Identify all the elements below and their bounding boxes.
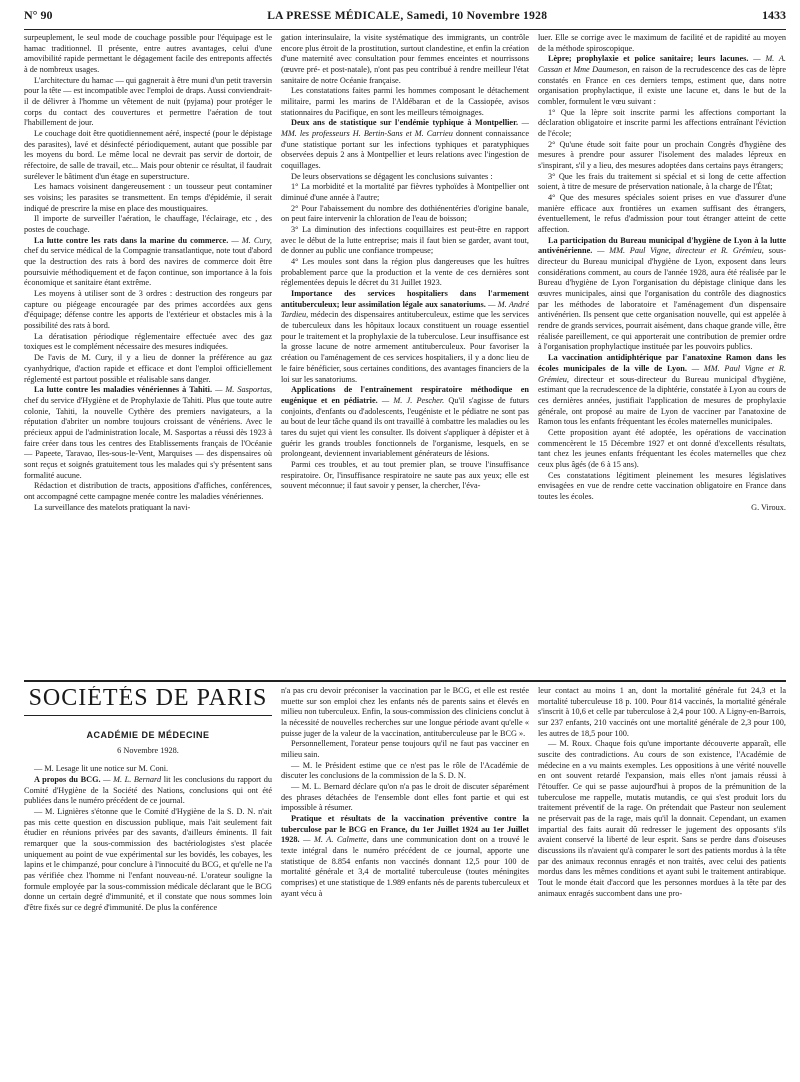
top-column-3 bbox=[538, 33, 786, 673]
section-divider bbox=[24, 680, 786, 682]
article-heading bbox=[281, 289, 529, 385]
article-author: — M. A. Calmette, bbox=[303, 835, 369, 845]
article-text: dans une communication dont on a trouvé le texte intégral dans le numéro précédent de ce journal, apporte une statistique de 8.854 enfants non vaccinés donnant 12,5 pour 100 de mortalité générale et 3,4 de mortalité tuberculeuse (toutes méningites comprises) et une statistique de 1.989 enfants nés de parents tuberculeux et ayant vécu à bbox=[281, 835, 529, 898]
article-title: Deux ans de statistique sur l'endémie typhique à Montpellier. bbox=[291, 118, 519, 128]
article-author: — M. A. Cassan et Mme Daumeson, bbox=[538, 54, 786, 75]
paragraph: — M. le Président estime que ce n'est pas le rôle de l'Académie de discuter les conclusions de la commission de la S. D. N. bbox=[281, 760, 529, 781]
paragraph: — M. Roux. Chaque fois qu'une importante découverte apparaît, elle suscite des contradictions. Au cours de son existence, l'Académie de médecine en a vu maints exemples. Les oppositions à une vérité nouvelle en ont souvent retardé l'expansion, mais elles n'ont jamais réussi à l'étouffer. Ce qui se passe aujourd'hui à propos de la prémunition de la tuberculose me rappelle, mutatis mutandis, ce qui s'est produit lors du traitement préventif de la rage. On prétendait que Pasteur non seulement ne préservait pas de la rage, mais qu'il la donnait. Cependant, un examen impartial des faits aurait dû redresser le jugement des opposants s'ils avaient conservé la liberté de leur esprit. Sans se perdre dans d'oiseuses discussions ils n'avaient qu'à comparer le sort des patients mordus à la tête par des animaux reconnus enragés et non traités, avec celui des patients mordus dans les mêmes conditions et ayant subi le traitement antirabique. Tout le monde était d'accord que les personnes mordues à la tête par des animaux enragés succombent dans une pro- bbox=[538, 739, 786, 898]
paragraph: Personnellement, l'orateur pense toujours qu'il ne faut pas vacciner en milieu sain. bbox=[281, 739, 529, 760]
bottom-column-2 bbox=[281, 686, 529, 1074]
paragraph: 1° La morbidité et la mortalité par fièvres typhoïdes à Montpellier ont diminué d'une année à l'autre; bbox=[281, 182, 529, 203]
bottom-columns bbox=[24, 686, 786, 1076]
article-author: — M. Sasportas, bbox=[215, 385, 272, 395]
article-text: médecin des dispensaires antituberculeux, estime que les services de tuberculeux dans les hôpitaux locaux constituent un rouage essentiel pour le traitement et la prophylaxie de la tuberculose. Leur insuffisance est la grosse lacune de notre armement antituberculeux. Pour favoriser la création ou l'aménagement de ces services hospitaliers, il y a donc lieu de le faire bénéficier, sous certaines conditions, des avantages financiers de la loi sur les sanatoriums. bbox=[281, 310, 529, 384]
paragraph: Les constatations faites parmi les hommes composant le détachement militaire, parmi les marins de l'Aldébaran et de la Cassiopée, avisos stationnaires du Pacifique, en sont les meilleurs témoignages. bbox=[281, 86, 529, 117]
paragraph: leur contact au moins 1 an, dont la mortalité générale fut 24,3 et la mortalité tuberculeuse 18 p. 100. Pour 814 vaccinés, la mortalité générale s'inscrit à 10,6 et celle par tuberculose à 2,4 pour 100. A Ligny-en-Barrois, sur 237 enfants, 210 vaccinés ont une mortalité générale de 2,3 pour 100, les autres de 18,5 pour 100. bbox=[538, 686, 786, 738]
article-heading bbox=[281, 814, 529, 899]
section-title: SOCIÉTÉS DE PARIS bbox=[24, 686, 272, 716]
article-author: — M. Cury, bbox=[231, 235, 272, 245]
issue-number: N° 90 bbox=[24, 8, 53, 22]
article-heading bbox=[281, 118, 529, 171]
article-title: A propos du BCG. bbox=[34, 774, 101, 784]
article-text: chef du service d'Hygiène et de Prophylaxie de Tahiti. Plus que toute autre colonie, Tahiti, la nouvelle Cythère des premiers navigateurs, a la réputation d'abriter un nombre toujours croissant de vénériens. Avec le précieux appui de l'administration locale, M. Sasportas a réussi dès 1923 à faire créer dans tous les centres des Etablissements français de l'Océanie — Papeete, Taravao, Iles-sous-le-Vent, Marquises — des dispensaires où sont reçus et soignés gratuitement tous les malades qui s'y présentent sans formalité aucune. bbox=[24, 395, 272, 480]
article-author: — M. J. Pescher. bbox=[381, 395, 445, 405]
article-text: sous-directeur du Bureau municipal d'hygiène de Lyon, exposent dans leurs considérations comment, au cours de l'année 1928, aura été réalisée par le Bureau d'hygiène de Lyon l'organisation du dépistage clinique dans les œuvres municipales, ainsi que l'organisation du contrôle des diagnostics par les méthodes de laboratoire et l'aménagement d'un dispensaire antivénérien. Ils pensent que cette organisation nouvelle, qui est appelée à rendre de grands services, pourrait aisément, dans chaque grande ville, être réalisée pareillement, ce qui apporterait une contribution de premier ordre à l'organisation prophylactique instituée par les pouvoirs publics. bbox=[538, 246, 786, 352]
paragraph: Ces constatations légitiment pleinement les mesures législatives envisagées en vue de rendre cette vaccination obligatoire en France dans toutes les écoles. bbox=[538, 470, 786, 501]
article-heading bbox=[281, 385, 529, 460]
article-author: — MM. Paul Vigne, directeur et R. Grémieu, bbox=[597, 246, 764, 256]
article-author: — M. André Tardieu, bbox=[281, 299, 529, 320]
page-header bbox=[24, 0, 786, 30]
paragraph: La surveillance des matelots pratiquant la navi- bbox=[34, 502, 191, 512]
paragraph: 3° La diminution des infections coquillaires est peut-être en rapport avec le début de la lutte entreprise; mais il faut bien se garder, avant tout, de donner au public une confiance trompeuse; bbox=[281, 225, 529, 256]
article-heading bbox=[538, 353, 786, 428]
paragraph: De leurs observations se dégagent les conclusions suivantes : bbox=[291, 171, 493, 181]
session-date: 6 Novembre 1928. bbox=[117, 745, 179, 755]
paragraph: 2° Pour l'abaissement du nombre des dothiénentéries d'origine banale, on peut faire intervenir la chloration de l'eau de boisson; bbox=[281, 203, 529, 224]
article-text: lit les conclusions du rapport du Comité d'Hygiène de la Société des Nations, conclusions qui ont été publiées dans le numéro précédent de ce journal. bbox=[24, 774, 272, 806]
paragraph: Les moyens à utiliser sont de 3 ordres : destruction des rongeurs par capture ou piégeage encouragée par des primes accordées aux gens d'équipage; défense contre les apports de l'extérieur et obstacles mis à la possibilité des rats à bord. bbox=[24, 289, 272, 331]
article-text: en raison de la recrudescence des cas de lèpre constatés en France en ces derniers temps, estiment que, dans notre organisation prophylactique, il existe une lacune et, dans le but de la combler, formulent le vœu suivant : bbox=[538, 65, 786, 107]
paragraph: luer. Elle se corrige avec le maximum de facilité et de rapidité au moyen de la méthode spiroscopique. bbox=[538, 33, 786, 53]
paragraph: Le couchage doit être quotidiennement aéré, inspecté (pour le dépistage des parasites), lavé et désinfecté périodiquement, autant que possible par les moyens du bord. Le même local ne devrait pas servir de dortoir, de réfectoire, de salle de travail, etc... Mais pour obtenir ce résultat, il faudrait surélever le bâtiment d'un étage en superstructure. bbox=[24, 129, 272, 181]
top-column-1 bbox=[24, 33, 272, 673]
paragraph: De l'avis de M. Cury, il y a lieu de donner la préférence au gaz cyanhydrique, d'action rapide et efficace et dont l'emploi officiellement réglementé est partout possible et réalisable sans danger. bbox=[24, 353, 272, 384]
paragraph: 1° Que la lèpre soit inscrite parmi les affections comportant la déclaration obligatoire et inscrite parmi les affections entraînant l'éviction de l'école; bbox=[538, 107, 786, 139]
article-heading bbox=[24, 236, 272, 289]
paragraph: — M. Lignières s'étonne que le Comité d'Hygiène de la S. D. N. n'ait pas mis cette question en discussion publique, mais l'ait seulement fait étudier en réunions privées par des savants, d'ailleurs éminents. Il fait remarquer que la sous-commission des bactériologistes s'est placée uniquement au point de vue expérimental sur les bovidés, les cobayes, les lapins et le chimpanzé, pour conclure à l'innocuité du BCG, et qu'elle ne l'a pas vérifiée chez l'homme ni l'enfant nouveau-né. L'orateur souligne la formule employée par la sous-commission médicale déclarant que le BCG donne un certain degré d'immunité, et il constate que nous sommes loin d'être fixés sur ce degré d'immunité. De plus la conférence bbox=[24, 807, 272, 913]
article-title: Pratique et résultats de la vaccination préventive contre la tuberculose par le BCG en France, du 1er Juillet 1924 au 1er Juillet 1928. bbox=[281, 814, 529, 845]
article-text: Qu'il s'agisse de futurs conjoints, d'enfants ou d'adolescents, l'eugéniste et le pédiatre ne sont pas au bout de leur tâche quand ils ont travaillé à combattre les maladies ou les tares du sujet qui vient les consulter. Ils doivent s'appliquer à dépister et à guérir les grands troubles fonctionnels de l'organisme, lesquels, en se prolongeant, deviennent invariablement générateurs de lésions. bbox=[281, 395, 529, 459]
paragraph: surpeuplement, le seul mode de couchage possible pour l'équipage est le hamac traditionnel. Il présente, entre autres avantages, celui d'une amovibilité rapide permettant le dégagement facile des entreponts affectés à de nombreux usages. bbox=[24, 33, 272, 75]
article-heading bbox=[24, 385, 272, 481]
article-text: chef du service médical de la Compagnie transatlantique, note tout d'abord que la destruction des rats à bord des navires de commerce doit être poursuivie méthodiquement et de façon continue, son importance à la fois économique et sanitaire étant extrême. bbox=[24, 246, 272, 288]
top-columns bbox=[24, 30, 786, 676]
paragraph: Cette proposition ayant été adoptée, les opérations de vaccination commencèrent le 15 Décembre 1927 et ont donné d'excellents résultats, tant chez les jeunes enfants fréquentant les écoles maternelles que chez ceux plus âgés (de 6 à 15 ans). bbox=[538, 427, 786, 469]
article-title: La participation du Bureau municipal d'hygiène de Lyon à la lutte antivénérienne. bbox=[538, 235, 786, 256]
article-author: — MM. Paul Vigne et R. Grémieu, bbox=[538, 363, 786, 384]
paragraph: Parmi ces troubles, et au tout premier plan, se trouve l'insuffisance respiratoire. Or, l'insuffisance respiratoire ne saute pas aux yeux; elle est souvent méconnue; il faut savoir y penser, la chercher, l'éva- bbox=[281, 459, 529, 491]
article-title: Importance des services hospitaliers dans l'armement antituberculeux; leur assimilation légale aux sanatoriums. bbox=[281, 289, 529, 309]
article-author: — M. L. Bernard bbox=[103, 774, 162, 784]
paragraph: — M. Lesage lit une notice sur M. Coni. bbox=[34, 764, 169, 774]
paragraph: gation interinsulaire, la visite systématique des immigrants, un contrôle encore plus étroit de la prostitution, surtout clandestine, et enfin la création d'une maternité avec consultation pour femmes enceintes et nourrissons (œuvre pré- et post-natale), n'ont pas peu contribué à rendre meilleur l'état sanitaire de notre Océanie française. bbox=[281, 33, 529, 85]
article-heading bbox=[24, 775, 272, 807]
author-signature: G. Viroux. bbox=[751, 502, 786, 512]
article-title: La lutte contre les rats dans la marine du commerce. bbox=[34, 235, 229, 245]
paragraph: 2° Qu'une étude soit faite pour un prochain Congrès d'hygiène des mesures à prendre pour assurer l'isolement des malades lépreux en s'inspirant, s'il y a lieu, des mesures adoptées dans certains pays étrangers; bbox=[538, 139, 786, 171]
article-title: Applications de l'entraînement respiratoire méthodique en eugénique et en pédiatrie. bbox=[281, 385, 529, 405]
paragraph: Les hamacs voisinent dangereusement : un tousseur peut contaminer ses voisins; les parasites se transmettent. En temps d'épidémie, il serait indiqué de prescrire la mise en place des moustiquaires. bbox=[24, 182, 272, 213]
article-title: Lèpre; prophylaxie et police sanitaire; leurs lacunes. bbox=[548, 54, 749, 64]
paragraph: Rédaction et distribution de tracts, appositions d'affiches, conférences, ont accompagné cette campagne menée contre les maladies vénériennes. bbox=[24, 481, 272, 501]
journal-title: LA PRESSE MÉDICALE, Samedi, 10 Novembre 1928 bbox=[267, 10, 548, 22]
top-column-2 bbox=[281, 33, 529, 673]
page-number: 1433 bbox=[761, 8, 786, 22]
article-heading bbox=[538, 236, 786, 353]
paragraph: La dératisation périodique réglementaire effectuée avec des gaz toxiques est le complément nécessaire des mesures indiquées. bbox=[24, 331, 272, 352]
academy-heading: ACADÉMIE DE MÉDECINE bbox=[86, 730, 210, 740]
paragraph: L'architecture du hamac — qui gagnerait à être muni d'un petit traversin pour la tête — est incompatible avec l'emploi de draps. Aussi conviendrait-il de délivrer à l'homme un vêtement de nuit (pyjama) pour protéger le corps du contact des couvertures et permettre l'aération de tout l'habillement de jour. bbox=[24, 75, 272, 128]
paragraph: 4° Les moules sont dans la région plus dangereuses que les huîtres probablement parce que la production et la vente de ces dernières sont réglementées depuis le décret du 31 Juillet 1923. bbox=[281, 257, 529, 288]
article-author: — MM. les professeurs H. Bertin-Sans et M. Carrieu bbox=[281, 118, 529, 139]
paragraph: 3° Que les frais du traitement si spécial et si long de cette affection soient, à titre de mesure de préservation nationale, à la charge de l'État; bbox=[538, 171, 786, 192]
article-text: donnent connaissance d'une statistique portant sur les infections typhiques et paratyphiques observées depuis 2 ans à Montpellier et leurs relations avec l'ingestion de coquillages. bbox=[281, 129, 529, 171]
bottom-column-1 bbox=[24, 686, 272, 1074]
article-title: La lutte contre les maladies vénériennes à Tahiti. bbox=[34, 385, 213, 395]
article-text: directeur et sous-directeur du Bureau municipal d'hygiène, estimant que la recrudescence de la diphtérie, constatée à Lyon au cours de ces dernières années, justifiait l'application de mesures de prophylaxie générale, ont proposé au maire de Lyon de vacciner par l'anatoxine de Ramon tous les enfants fréquentant les écoles maternelles municipales. bbox=[538, 374, 786, 427]
bottom-column-3 bbox=[538, 686, 786, 1074]
paragraph: Il importe de surveiller l'aération, le chauffage, l'éclairage, etc , des postes de couchage. bbox=[24, 214, 272, 235]
paragraph: n'a pas cru devoir préconiser la vaccination par le BCG, et elle est restée muette sur son emploi chez les enfants nés de parents sains et élevés en milieu non tuberculeux. Enfin, la sous-commission des cliniciens conclut à la nécessité de nouvelles recherches sur une longue période avant qu'elle « puisse juger de la valeur de la vaccination, antituberculeuse par le BCG ». bbox=[281, 686, 529, 738]
article-heading bbox=[538, 54, 786, 107]
article-title: La vaccination antidiphtérique par l'anatoxine Ramon dans les écoles municipales de la ville de Lyon. bbox=[538, 353, 786, 373]
paragraph: 4° Que des mesures spéciales soient prises en vue d'assurer d'une manière efficace aux frontières un examen suffisant des étrangers, éventuellement, le refus d'admission pour tout étranger atteint de cette affection. bbox=[538, 193, 786, 235]
paragraph: — M. L. Bernard déclare qu'on n'a pas le droit de discuter séparément des phrases détachées de l'ensemble dont elles font partie et qui est impossible à résumer. bbox=[281, 782, 529, 813]
